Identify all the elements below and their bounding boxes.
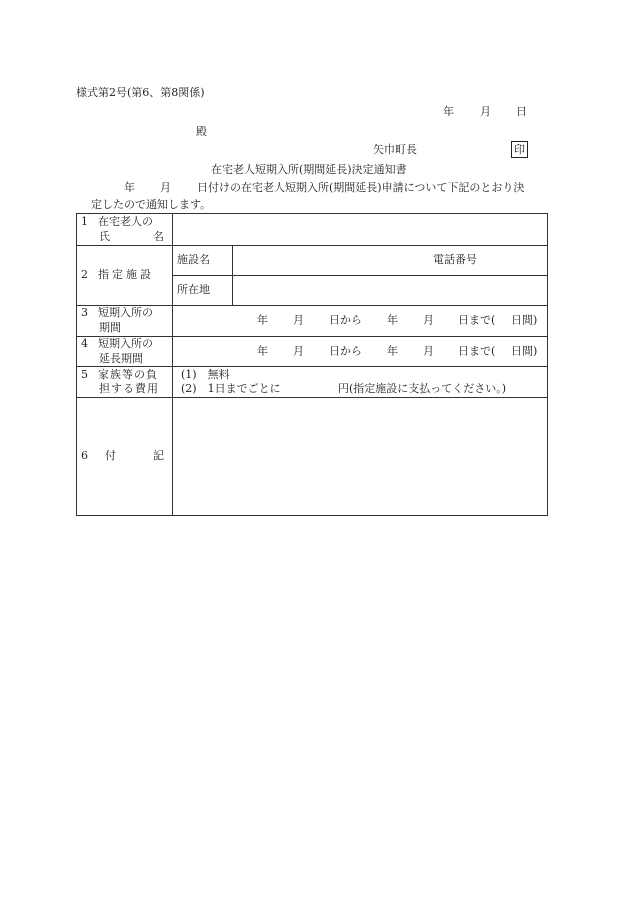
facility-label-cell [77, 246, 173, 306]
table-row-elder-name [77, 214, 548, 246]
period-year-label: 年 [257, 313, 268, 327]
period-days-label: 日間) [511, 313, 538, 327]
extension-period-value [173, 336, 548, 367]
elder-name-label-mei: 名 [153, 229, 164, 243]
family-cost-label-cell [77, 367, 173, 398]
table-row-family-cost [77, 367, 548, 398]
seal-mark [511, 141, 528, 158]
cost-option-daily-prefix: (2) 1日までごとに [181, 382, 281, 396]
date-year-label: 年 [443, 105, 454, 118]
elder-name-value [173, 214, 548, 246]
period-from-label: 日から [329, 313, 362, 327]
period-from-label: 日から [329, 344, 362, 358]
extension-period-label-bottom: 延長期間 [99, 351, 143, 365]
addressee-honorific: 殿 [196, 125, 207, 138]
facility-label: 指定施設 [98, 268, 154, 282]
body-month-label: 月 [160, 181, 171, 194]
family-cost-label-top: 家族等の負 [98, 367, 158, 381]
remarks-label-ki: 記 [153, 449, 164, 463]
document-title: 在宅老人短期入所(期間延長)決定通知書 [211, 163, 407, 176]
period-year2-label: 年 [387, 313, 398, 327]
date-day-label: 日 [516, 105, 527, 118]
elder-name-label-shi: 氏 [99, 229, 110, 243]
seal-label: 印 [511, 141, 528, 158]
elder-name-label-top: 在宅老人の [98, 214, 153, 228]
period-month2-label: 月 [423, 344, 434, 358]
body-sentence-line1: 日付けの在宅老人短期入所(期間延長)申請について下記のとおり決 [197, 181, 525, 194]
facility-name-label: 施設名 [173, 246, 233, 276]
table-row-extension-period [77, 336, 548, 367]
table-row-facility-name [77, 246, 548, 276]
period-days-label: 日間) [511, 344, 538, 358]
stay-period-label-bottom: 期間 [99, 320, 121, 334]
period-month2-label: 月 [423, 313, 434, 327]
facility-address-label: 所在地 [173, 276, 233, 306]
date-month-label: 月 [480, 105, 491, 118]
family-cost-value [173, 367, 548, 398]
table-row-remarks [77, 398, 548, 516]
phone-number-label: 電話番号 [233, 246, 548, 276]
form-number: 様式第2号(第6、第8関係) [76, 86, 205, 99]
body-sentence-line2: 定したので通知します。 [91, 198, 212, 211]
row-number: 5 [81, 367, 88, 381]
period-month-label: 月 [293, 313, 304, 327]
row-number: 3 [81, 306, 88, 319]
issuer-name: 矢巾町長 [373, 143, 417, 156]
extension-period-label-cell [77, 336, 173, 367]
row-number: 1 [81, 214, 88, 228]
cost-option-daily [177, 382, 543, 397]
cost-option-daily-suffix: 円(指定施設に支払ってください。) [338, 382, 507, 396]
family-cost-label-bottom: 担する費用 [99, 382, 159, 396]
stay-period-value [173, 306, 548, 337]
notification-table [76, 213, 548, 516]
period-until-label: 日まで( [458, 344, 496, 358]
row-number: 6 [81, 449, 88, 463]
row-number: 4 [81, 336, 88, 350]
stay-period-label-top: 短期入所の [98, 306, 153, 319]
period-month-label: 月 [293, 344, 304, 358]
remarks-label-fu: 付 [105, 449, 116, 463]
remarks-label-cell [77, 398, 173, 516]
body-year-label: 年 [124, 181, 135, 194]
facility-address-value [233, 276, 548, 306]
cost-option-free: (1) 無料 [181, 367, 230, 381]
remarks-value [173, 398, 548, 516]
period-year-label: 年 [257, 344, 268, 358]
period-year2-label: 年 [387, 344, 398, 358]
stay-period-label-cell [77, 306, 173, 337]
elder-name-label-cell [77, 214, 173, 246]
period-until-label: 日まで( [458, 313, 496, 327]
row-number: 2 [81, 268, 88, 282]
table-row-stay-period [77, 306, 548, 337]
extension-period-label-top: 短期入所の [98, 336, 153, 350]
